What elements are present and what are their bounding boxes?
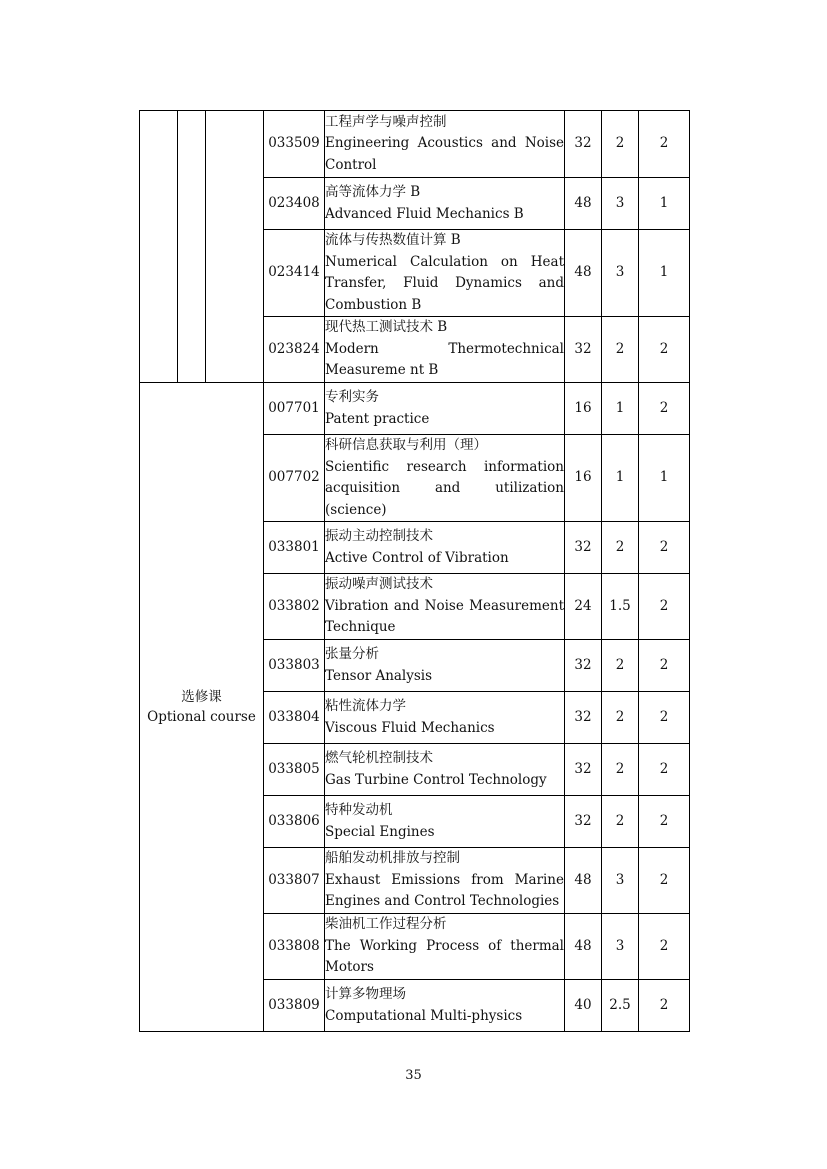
course-hours: 32 — [565, 640, 602, 692]
course-name-en: Tensor Analysis — [325, 667, 433, 684]
course-semester: 2 — [639, 640, 690, 692]
course-credits: 2 — [602, 640, 639, 692]
course-name — [325, 980, 565, 1032]
course-credits: 1 — [602, 435, 639, 522]
course-name-cn: 柴油机工作过程分析 — [325, 916, 447, 933]
course-semester: 1 — [639, 435, 690, 522]
course-name-en: Active Control of Vibration — [325, 549, 509, 566]
table-row — [140, 111, 690, 178]
course-credits: 1 — [602, 383, 639, 435]
course-name-en: The Working Process of thermal Motors — [325, 937, 564, 976]
course-code: 033803 — [264, 640, 325, 692]
course-semester: 2 — [639, 744, 690, 796]
course-hours: 16 — [565, 435, 602, 522]
course-credits: 2 — [602, 111, 639, 178]
course-semester: 2 — [639, 522, 690, 574]
course-credits: 2 — [602, 744, 639, 796]
course-semester: 2 — [639, 111, 690, 178]
course-code: 033802 — [264, 574, 325, 640]
course-name-cn: 高等流体力学 B — [325, 184, 421, 200]
blank-col-2 — [178, 111, 206, 383]
course-name — [325, 848, 565, 914]
course-name — [325, 574, 565, 640]
optional-course-category — [140, 383, 264, 1032]
course-name-cn: 工程声学与噪声控制 — [325, 113, 447, 130]
course-name — [325, 522, 565, 574]
category-en: Optional course — [147, 709, 256, 725]
blank-col-1 — [140, 111, 178, 383]
course-hours: 48 — [565, 914, 602, 980]
course-name — [325, 435, 565, 522]
course-name-en: Exhaust Emissions from Marine Engines and Control Technologies — [325, 871, 564, 910]
course-name-cn: 现代热工测试技术 B — [325, 319, 448, 336]
course-name — [325, 317, 565, 383]
course-code: 033805 — [264, 744, 325, 796]
course-name-cn: 振动主动控制技术 — [325, 528, 433, 544]
course-credits: 2 — [602, 522, 639, 574]
course-hours: 48 — [565, 178, 602, 230]
course-name-en: Engineering Acoustics and Noise Control — [325, 135, 564, 173]
category-cn: 选修课 — [181, 689, 222, 705]
course-credits: 2 — [602, 692, 639, 744]
course-name-en: Special Engines — [325, 823, 435, 840]
course-hours: 48 — [565, 230, 602, 317]
course-credits: 1.5 — [602, 574, 639, 640]
course-table — [139, 110, 690, 1032]
course-semester: 1 — [639, 230, 690, 317]
course-hours: 48 — [565, 848, 602, 914]
course-name — [325, 111, 565, 178]
course-hours: 32 — [565, 111, 602, 178]
course-credits: 3 — [602, 178, 639, 230]
course-semester: 2 — [639, 796, 690, 848]
course-hours: 32 — [565, 796, 602, 848]
course-name-cn: 流体与传热数值计算 B — [325, 232, 461, 248]
course-name-en: Vibration and Noise Measurement Technique — [325, 597, 564, 636]
course-credits: 3 — [602, 848, 639, 914]
course-name-en: Modern Thermotechnical Measureme nt B — [325, 340, 564, 379]
course-hours: 16 — [565, 383, 602, 435]
course-code: 033509 — [264, 111, 325, 178]
course-name-cn: 专利实务 — [325, 389, 379, 405]
course-semester: 2 — [639, 980, 690, 1032]
course-name-cn: 船舶发动机排放与控制 — [325, 850, 460, 867]
table-row — [140, 383, 690, 435]
course-hours: 40 — [565, 980, 602, 1032]
course-name — [325, 230, 565, 317]
course-name — [325, 692, 565, 744]
course-code: 023824 — [264, 317, 325, 383]
course-code: 007702 — [264, 435, 325, 522]
course-name — [325, 640, 565, 692]
course-credits: 3 — [602, 230, 639, 317]
course-semester: 2 — [639, 848, 690, 914]
course-code: 033808 — [264, 914, 325, 980]
course-name-cn: 振动噪声测试技术 — [325, 576, 433, 593]
course-name-en: Computational Multi-physics — [325, 1007, 523, 1024]
course-semester: 1 — [639, 178, 690, 230]
course-credits: 3 — [602, 914, 639, 980]
course-credits: 2 — [602, 317, 639, 383]
course-name — [325, 744, 565, 796]
course-name-en: Advanced Fluid Mechanics B — [325, 205, 524, 222]
course-name-en: Viscous Fluid Mechanics — [325, 719, 495, 736]
course-name — [325, 383, 565, 435]
course-hours: 32 — [565, 317, 602, 383]
course-semester: 2 — [639, 692, 690, 744]
course-semester: 2 — [639, 317, 690, 383]
course-credits: 2.5 — [602, 980, 639, 1032]
course-name-cn: 计算多物理场 — [325, 986, 406, 1002]
course-name — [325, 178, 565, 230]
course-name-cn: 科研信息获取与利用（理） — [325, 437, 487, 453]
course-name-cn: 燃气轮机控制技术 — [325, 750, 433, 766]
course-name — [325, 796, 565, 848]
course-name-en: Patent practice — [325, 410, 430, 427]
course-name-cn: 张量分析 — [325, 646, 379, 662]
course-hours: 32 — [565, 744, 602, 796]
course-table-body — [140, 111, 690, 1032]
course-code: 033801 — [264, 522, 325, 574]
course-semester: 2 — [639, 574, 690, 640]
course-name-en: Gas Turbine Control Technology — [325, 771, 547, 788]
course-code: 033809 — [264, 980, 325, 1032]
course-code: 033807 — [264, 848, 325, 914]
course-name-cn: 特种发动机 — [325, 802, 393, 818]
course-semester: 2 — [639, 914, 690, 980]
blank-col-3 — [206, 111, 264, 383]
course-semester: 2 — [639, 383, 690, 435]
course-hours: 32 — [565, 522, 602, 574]
course-hours: 24 — [565, 574, 602, 640]
course-code: 033804 — [264, 692, 325, 744]
page-number: 35 — [405, 1068, 422, 1083]
course-credits: 2 — [602, 796, 639, 848]
course-hours: 32 — [565, 692, 602, 744]
course-name-cn: 粘性流体力学 — [325, 698, 406, 714]
course-name-en: Scientific research information acquisition and utilization (science) — [325, 458, 564, 518]
course-code: 033806 — [264, 796, 325, 848]
course-code: 007701 — [264, 383, 325, 435]
course-name — [325, 914, 565, 980]
course-name-en: Numerical Calculation on Heat Transfer, Fluid Dynamics and Combustion B — [325, 253, 564, 313]
course-code: 023408 — [264, 178, 325, 230]
course-code: 023414 — [264, 230, 325, 317]
